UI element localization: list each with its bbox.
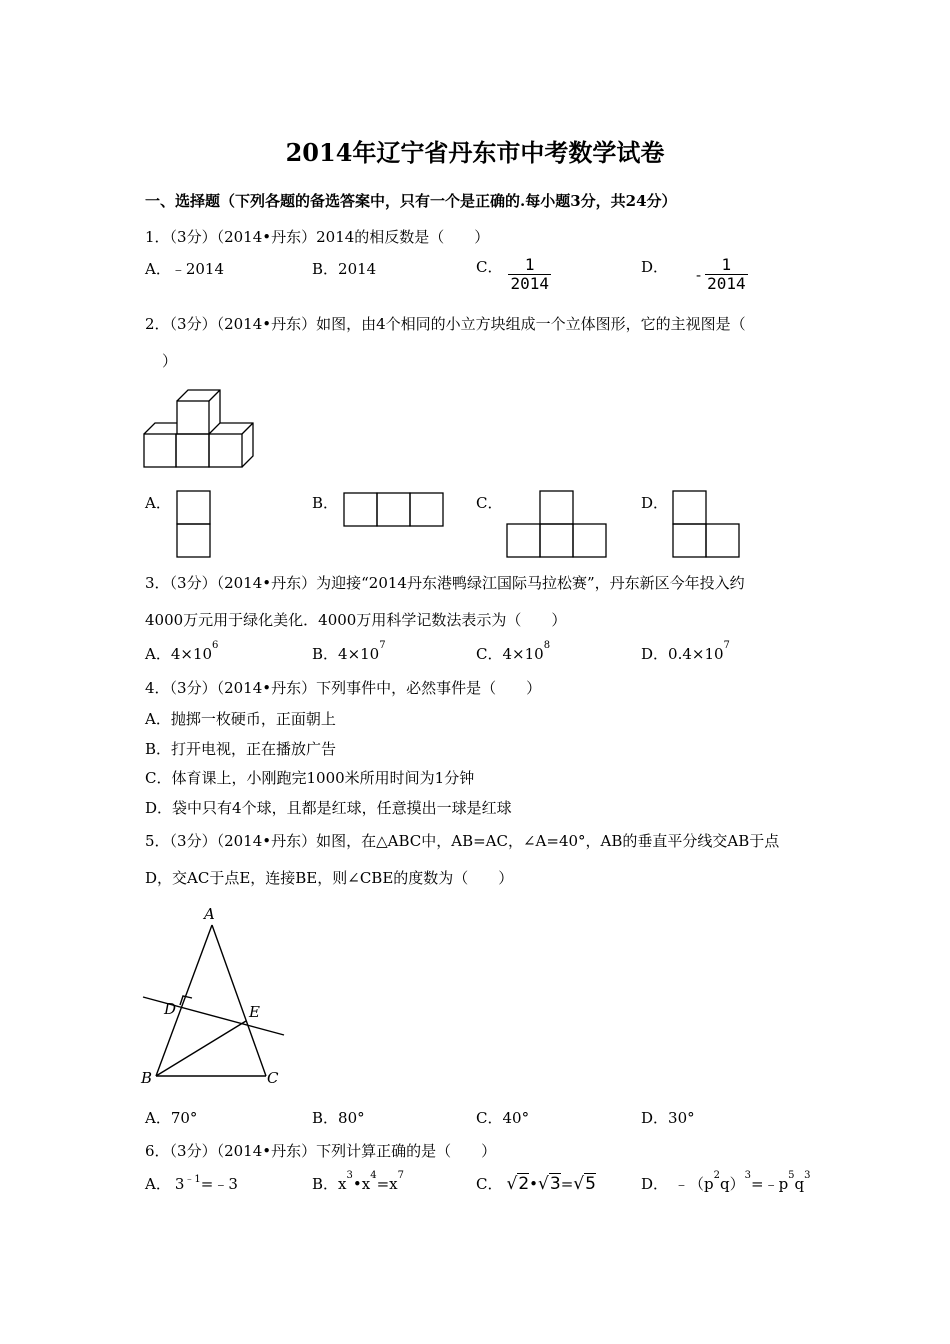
q5-option-a: A．70° bbox=[145, 1109, 198, 1127]
q5-option-c: C．40° bbox=[476, 1109, 530, 1127]
q5-option-d: D．30° bbox=[641, 1109, 695, 1127]
q6-option-c: C． √2•√3=√5 bbox=[476, 1174, 596, 1194]
q2-option-c-label: C． bbox=[476, 494, 503, 512]
q1-option-a: A．﹣2014 bbox=[145, 260, 225, 278]
vertex-label-a: A bbox=[204, 905, 215, 923]
fraction-numerator: 1 bbox=[705, 256, 748, 275]
section-heading: 一、选择题（下列各题的备选答案中，只有一个是正确的.每小题3分，共24分） bbox=[145, 192, 677, 210]
vertex-label-c: C bbox=[267, 1069, 279, 1087]
question-4-stem: 4．（3分）（2014•丹东）下列事件中，必然事件是（ ） bbox=[145, 679, 542, 697]
q6-option-a: A． $3^{﹣1}=﹣3$ bbox=[145, 1174, 238, 1193]
q2-option-b-figure bbox=[343, 492, 444, 528]
q2-option-d-figure bbox=[672, 490, 740, 558]
question-3-stem-line1: 3．（3分）（2014•丹东）为迎接“2014丹东港鸭绿江国际马拉松赛”，丹东新区今年投入约 bbox=[145, 574, 745, 592]
triangle-figure bbox=[138, 900, 298, 1090]
fraction-numerator: 1 bbox=[508, 256, 551, 275]
q4-option-a: A．抛掷一枚硬币，正面朝上 bbox=[145, 710, 336, 728]
q1-option-b: B．2014 bbox=[312, 260, 377, 278]
question-3-stem-line2: 4000万元用于绿化美化．4000万用科学记数法表示为（ ） bbox=[145, 611, 567, 629]
q1-option-c: C． $\frac{1}{2014}$ bbox=[476, 255, 550, 293]
q2-option-b-label: B． bbox=[312, 494, 339, 512]
q2-option-a-figure bbox=[176, 490, 212, 558]
q2-option-d-label: D． bbox=[641, 494, 669, 512]
question-2-stem-line2: ） bbox=[162, 352, 178, 370]
q3-option-a: A．$4\times 10^6$ bbox=[145, 640, 219, 663]
q5-option-b: B．80° bbox=[312, 1109, 365, 1127]
q1-option-d: D． - $\frac{1}{2014}$ bbox=[641, 255, 746, 293]
question-6-stem: 6．（3分）（2014•丹东）下列计算正确的是（ ） bbox=[145, 1142, 497, 1160]
vertex-label-b: B bbox=[141, 1069, 153, 1087]
q6-option-b: B．$x^3•x^4=x^7$ bbox=[312, 1170, 404, 1193]
question-5-stem-line1: 5．（3分）（2014•丹东）如图，在△ABC中，AB=AC，∠A=40°，AB的垂直平分线交AB于点 bbox=[145, 832, 780, 850]
q4-option-b: B．打开电视，正在播放广告 bbox=[145, 740, 337, 758]
q3-option-d: D．$0.4\times 10^7$ bbox=[641, 640, 730, 663]
q3-option-c: C．$4\times 10^8$ bbox=[476, 640, 551, 663]
q2-option-a-label: A． bbox=[145, 494, 171, 512]
question-2-stem-line1: 2．（3分）（2014•丹东）如图，由4个相同的小立方块组成一个立体图形，它的主视图是（ bbox=[145, 315, 746, 333]
q4-option-c: C．体育课上，小刚跑完1000米所用时间为1分钟 bbox=[145, 769, 475, 787]
point-label-d: D bbox=[164, 1000, 177, 1018]
q6-option-d: D． $﹣(p^2q)^3=﹣p^5q^3$ bbox=[641, 1170, 811, 1193]
question-1-stem: 1．（3分）（2014•丹东）2014的相反数是（ ） bbox=[145, 228, 490, 246]
fraction-denominator: 2014 bbox=[510, 274, 550, 293]
question-5-stem-line2: D，交AC于点E，连接BE，则∠CBE的度数为（ ） bbox=[145, 869, 514, 887]
page-title: 2014年辽宁省丹东市中考数学试卷 bbox=[285, 138, 665, 167]
cube-stack-figure bbox=[140, 388, 258, 472]
fraction-denominator: 2014 bbox=[707, 274, 746, 293]
q4-option-d: D．袋中只有4个球，且都是红球，任意摸出一球是红球 bbox=[145, 799, 512, 817]
q2-option-c-figure bbox=[506, 490, 607, 558]
point-label-e: E bbox=[249, 1003, 260, 1021]
q3-option-b: B．$4\times 10^7$ bbox=[312, 640, 386, 663]
